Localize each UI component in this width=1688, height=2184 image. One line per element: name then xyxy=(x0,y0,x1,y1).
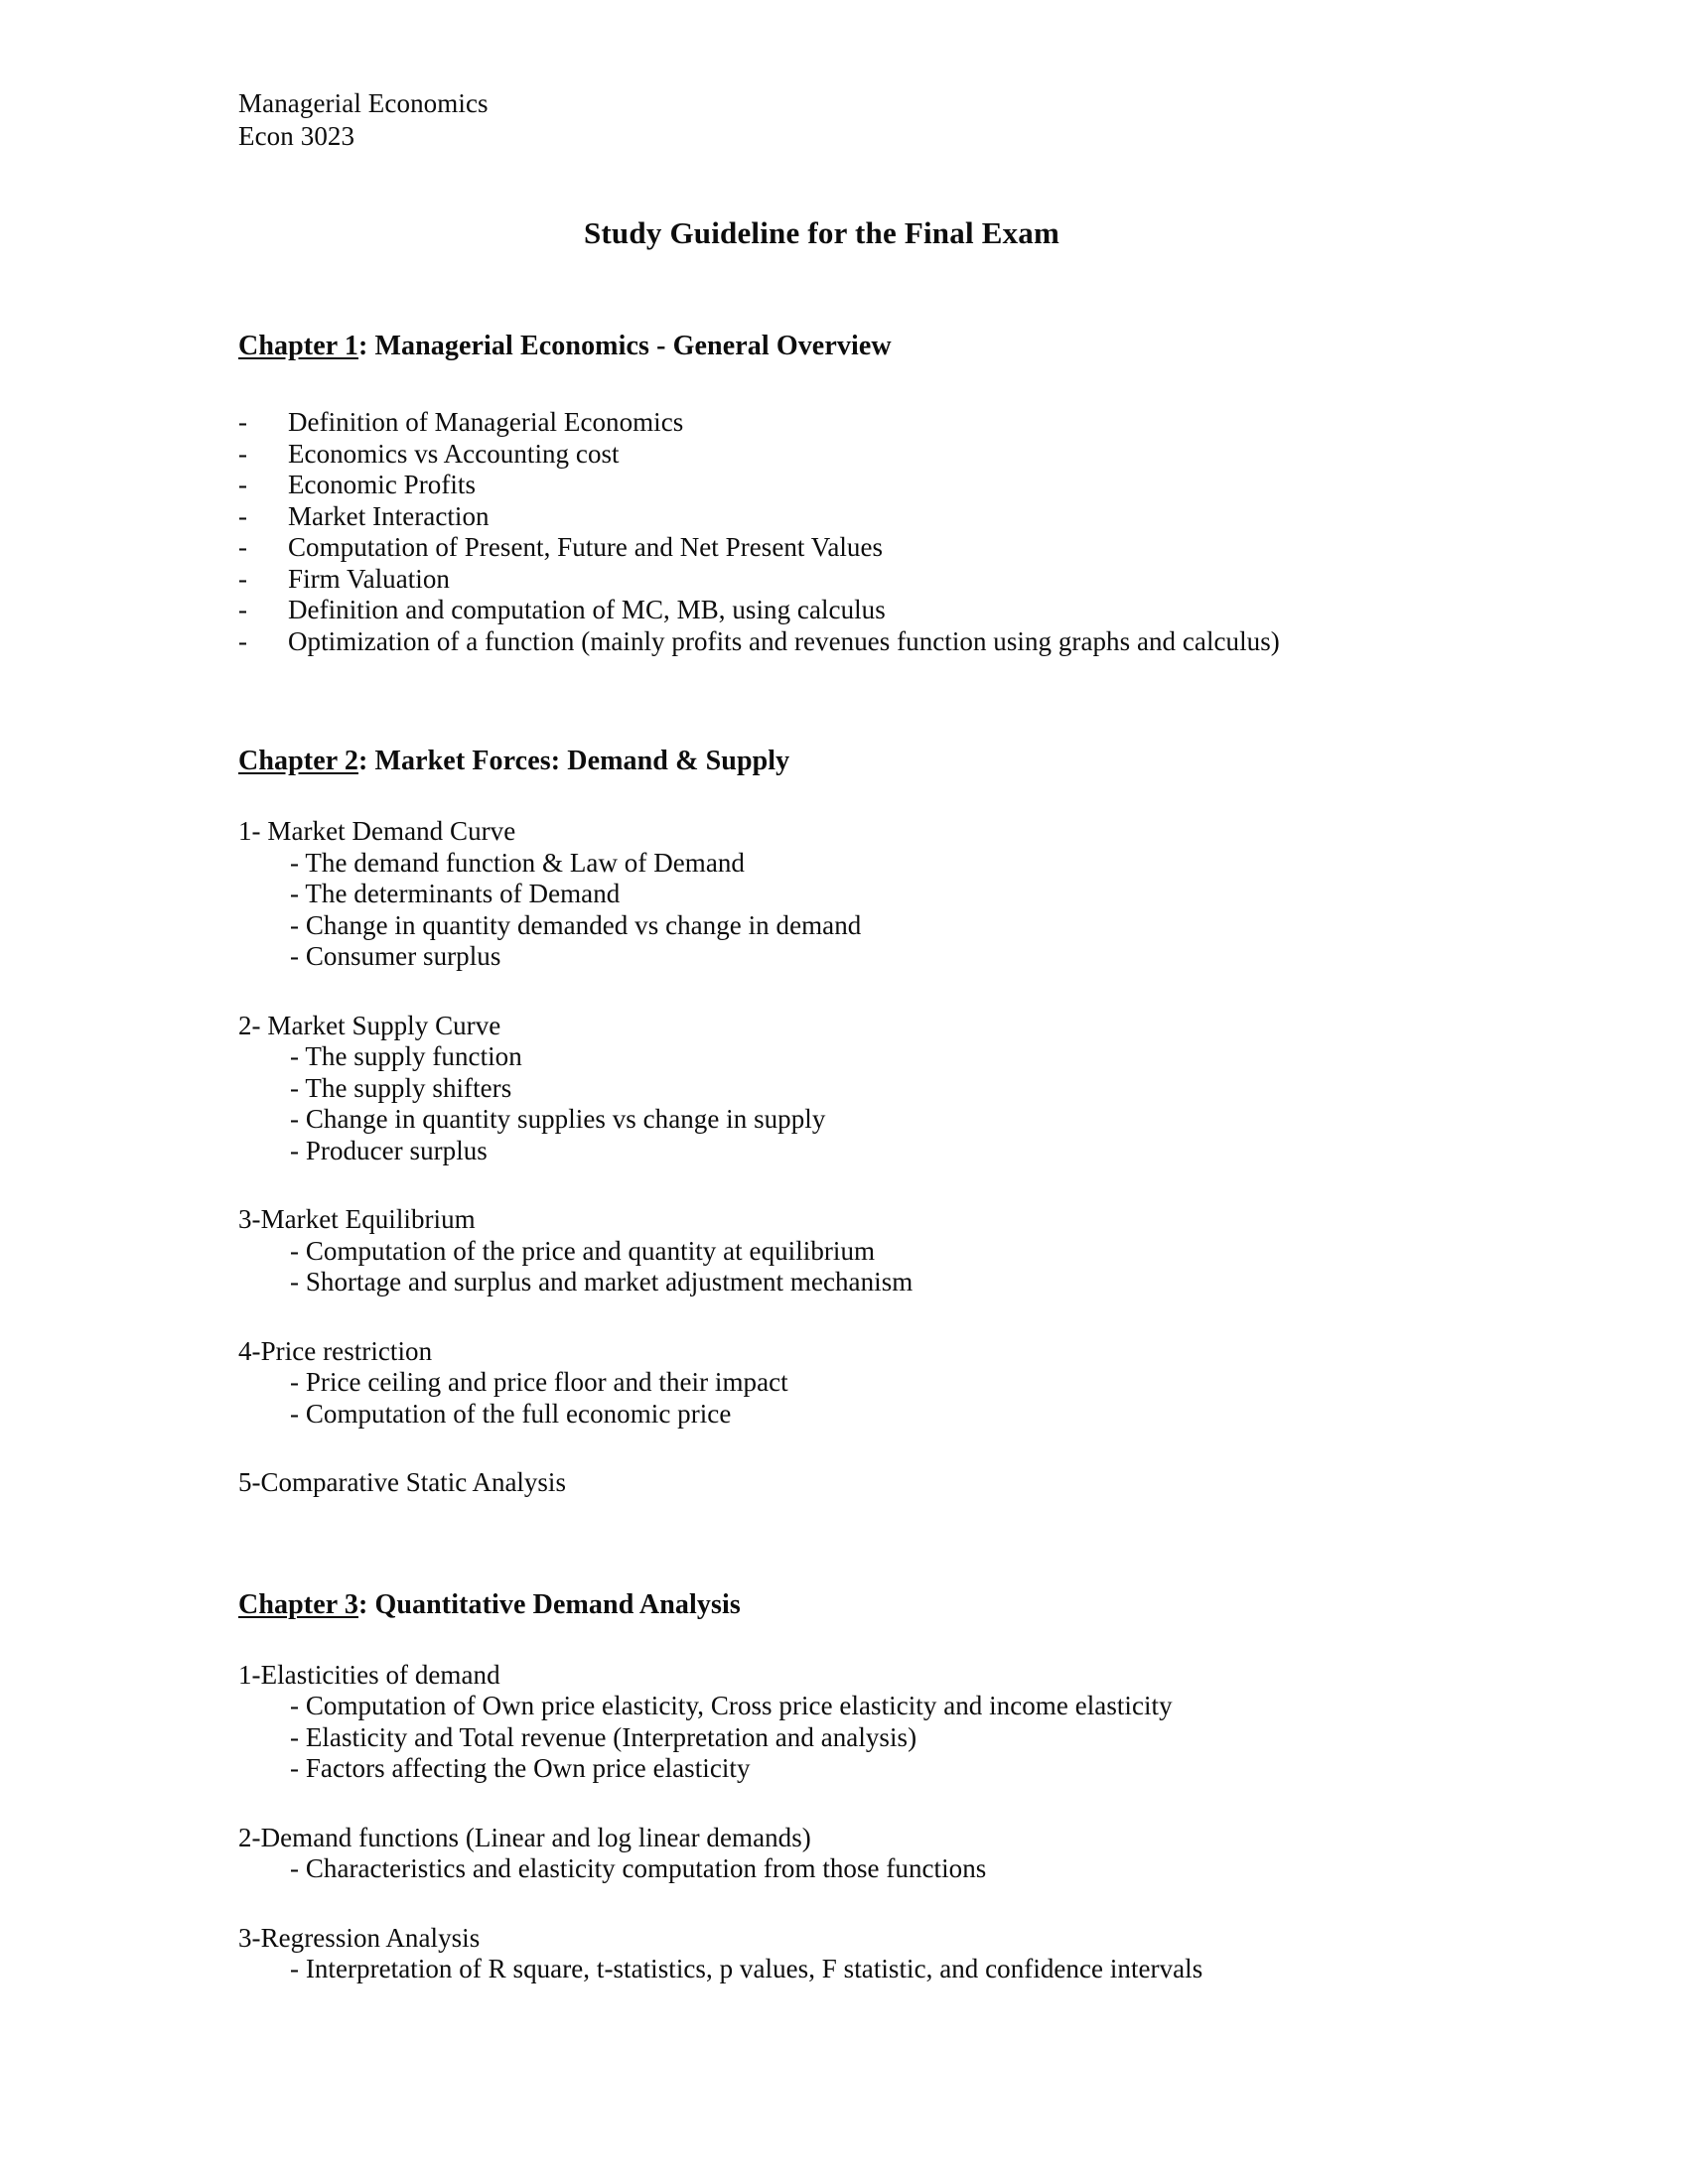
list-item xyxy=(238,564,1529,596)
dash-bullet-icon: - xyxy=(238,438,248,469)
chapter-2-heading xyxy=(238,745,1529,778)
list-item: - The supply shifters xyxy=(290,1072,512,1103)
list-item-label: Optimization of a function (mainly profits and revenues function using graphs and calculus) xyxy=(288,625,1280,656)
list-item-label: Economic Profits xyxy=(288,470,477,499)
list-item: - Computation of Own price elasticity, Cross price elasticity and income elasticity xyxy=(290,1691,1173,1720)
chapter-2-section xyxy=(238,745,1529,1499)
list-item-label: Definition of Managerial Economics xyxy=(288,407,684,437)
dash-bullet-icon: - xyxy=(238,470,248,499)
course-code: Econ 3023 xyxy=(238,121,355,151)
dash-bullet-icon: - xyxy=(238,595,248,624)
list-item xyxy=(238,501,1529,533)
list-item: - Change in quantity supplies vs change in supply xyxy=(290,1104,826,1134)
list-item-label: Market Interaction xyxy=(288,500,490,531)
list-item xyxy=(238,470,1529,501)
topic-group xyxy=(238,1011,1529,1167)
topic-group xyxy=(238,1660,1529,1785)
topic-sublist xyxy=(238,1236,1529,1298)
list-item: - Consumer surplus xyxy=(290,941,501,971)
dash-bullet-icon: - xyxy=(238,500,248,531)
chapter-1-title: : Managerial Economics - General Overview xyxy=(357,331,892,361)
list-item-label: Computation of Present, Future and Net Present Values xyxy=(288,532,884,562)
chapter-1-heading xyxy=(238,330,1529,363)
chapter-1-label: Chapter 1 xyxy=(238,331,358,361)
topic-title: 1-Elasticities of demand xyxy=(238,1659,500,1690)
list-item: - Producer surplus xyxy=(290,1135,488,1165)
course-name: Managerial Economics xyxy=(238,88,489,118)
topic-title: 3-Market Equilibrium xyxy=(238,1204,476,1234)
topic-sublist xyxy=(238,1367,1529,1430)
course-header xyxy=(238,87,1529,153)
topic-title: 5-Comparative Static Analysis xyxy=(238,1467,566,1497)
document-body xyxy=(238,87,1529,1985)
chapter-1-topic-list xyxy=(238,407,1529,657)
topic-group xyxy=(238,1336,1529,1431)
list-item: - Characteristics and elasticity computation from those functions xyxy=(290,1853,987,1883)
list-item xyxy=(238,407,1529,439)
list-item-label: Firm Valuation xyxy=(288,563,450,594)
list-item: - The determinants of Demand xyxy=(290,879,621,908)
topic-title: 2- Market Supply Curve xyxy=(238,1010,501,1040)
list-item: - Shortage and surplus and market adjustment mechanism xyxy=(290,1267,914,1297)
dash-bullet-icon: - xyxy=(238,563,248,594)
list-item: - Change in quantity demanded vs change in demand xyxy=(290,909,862,940)
list-item xyxy=(238,439,1529,471)
topic-sublist xyxy=(238,1954,1529,1985)
list-item: - The supply function xyxy=(290,1041,522,1071)
topic-title: 4-Price restriction xyxy=(238,1335,433,1366)
topic-title: 2-Demand functions (Linear and log linear demands) xyxy=(238,1822,811,1852)
chapter-2-label: Chapter 2 xyxy=(238,746,358,776)
list-item: - Computation of the full economic price xyxy=(290,1398,732,1429)
topic-sublist xyxy=(238,848,1529,973)
list-item: - Elasticity and Total revenue (Interpretation and analysis) xyxy=(290,1721,917,1752)
topic-group xyxy=(238,1923,1529,1985)
list-item: - Computation of the price and quantity at equilibrium xyxy=(290,1235,876,1266)
chapter-3-label: Chapter 3 xyxy=(238,1588,358,1620)
list-item: - Price ceiling and price floor and their impact xyxy=(290,1367,788,1397)
topic-title: 1- Market Demand Curve xyxy=(238,816,516,846)
page-title: Study Guideline for the Final Exam xyxy=(583,215,1060,250)
dash-bullet-icon: - xyxy=(238,407,248,437)
list-item-label: Economics vs Accounting cost xyxy=(288,438,620,469)
chapter-3-title: : Quantitative Demand Analysis xyxy=(357,1588,741,1620)
topic-sublist xyxy=(238,1853,1529,1885)
topic-sublist xyxy=(238,1691,1529,1785)
dash-bullet-icon: - xyxy=(238,625,248,656)
list-item-label: Definition and computation of MC, MB, using calculus xyxy=(288,595,886,624)
topic-group xyxy=(238,1823,1529,1885)
topic-group xyxy=(238,816,1529,973)
chapter-2-title: : Market Forces: Demand & Supply xyxy=(357,746,790,776)
list-item xyxy=(238,595,1529,626)
chapter-1-section xyxy=(238,330,1529,657)
topic-sublist xyxy=(238,1041,1529,1166)
list-item: - The demand function & Law of Demand xyxy=(290,847,745,878)
list-item xyxy=(238,626,1529,658)
list-item xyxy=(238,532,1529,564)
chapter-3-heading xyxy=(238,1588,1529,1622)
dash-bullet-icon: - xyxy=(238,532,248,562)
list-item: - Factors affecting the Own price elasticity xyxy=(290,1753,751,1783)
topic-title: 3-Regression Analysis xyxy=(238,1922,481,1953)
topic-group xyxy=(238,1204,1529,1298)
list-item: - Interpretation of R square, t-statistics, p values, F statistic, and confidence intervals xyxy=(290,1954,1203,1983)
chapter-3-section xyxy=(238,1588,1529,1985)
